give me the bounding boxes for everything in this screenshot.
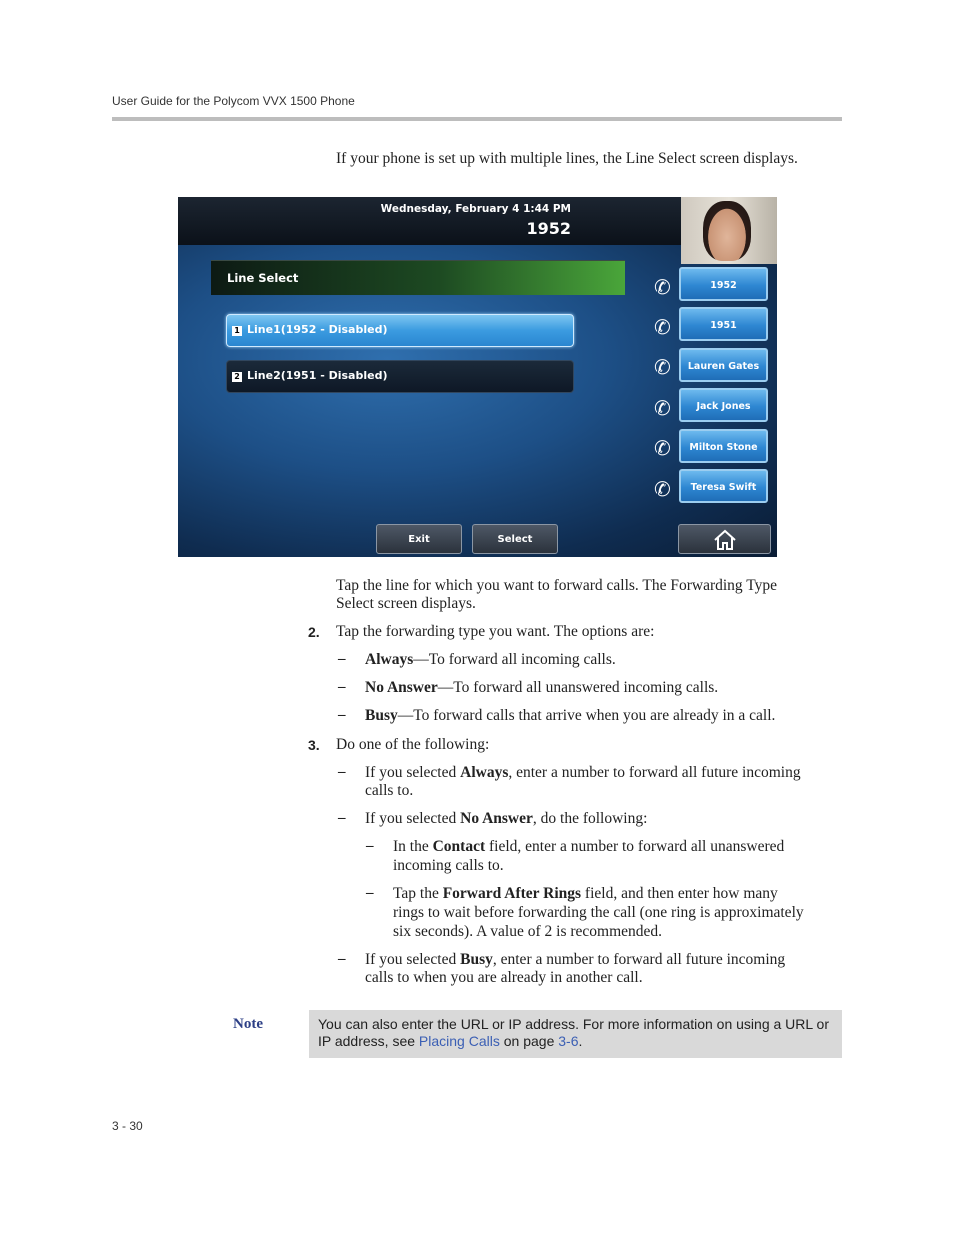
text-run: IP address, see	[318, 1033, 419, 1049]
bullet-dash: –	[338, 707, 346, 723]
text-run: If you selected	[365, 810, 461, 827]
status-bar	[178, 197, 681, 245]
text-run: field, enter a number to forward all unanswered	[485, 838, 785, 855]
option-busy	[365, 707, 775, 726]
no-answer-instruction	[365, 810, 647, 829]
home-button[interactable]	[678, 524, 771, 554]
option-desc: —To forward all unanswered incoming calls.	[437, 679, 719, 696]
line-key-1952[interactable]: 1952	[679, 267, 768, 301]
term: No Answer	[460, 810, 533, 827]
note-line-1: You can also enter the URL or IP address. For more information on using a URL or	[318, 1016, 830, 1032]
line-label: Line2(1951 - Disabled)	[247, 369, 388, 382]
line-number-badge: 1	[232, 326, 242, 336]
option-term: Busy	[365, 707, 398, 724]
bullet-dash: –	[338, 810, 346, 826]
option-desc: —To forward all incoming calls.	[413, 651, 616, 668]
step-number: 3.	[308, 737, 320, 753]
bullet-dash: –	[338, 951, 346, 967]
text-run: If you selected	[365, 951, 461, 968]
line-2-button[interactable]	[226, 360, 574, 393]
speed-dial-jack-jones[interactable]: Jack Jones	[679, 388, 768, 422]
rings-instruction	[393, 885, 778, 904]
text-run: In the	[393, 838, 433, 855]
home-icon	[713, 529, 737, 551]
term: Contact	[432, 838, 486, 855]
always-instruction-cont: calls to.	[365, 782, 414, 799]
note-label: Note	[233, 1016, 263, 1032]
placing-calls-link[interactable]: Placing Calls	[418, 1033, 500, 1049]
speed-dial-icon: ✆	[654, 355, 671, 379]
para-line-2: Select screen displays.	[336, 595, 476, 612]
term: Always	[460, 764, 509, 781]
handset-icon: ✆	[654, 275, 671, 299]
date-time: Wednesday, February 4 1:44 PM	[380, 203, 571, 215]
step-3-text: Do one of the following:	[336, 736, 490, 753]
busy-instruction-cont: calls to when you are already in another call.	[365, 969, 643, 986]
face-image	[703, 201, 751, 261]
running-header: User Guide for the Polycom VVX 1500 Phone	[112, 94, 355, 108]
select-button[interactable]: Select	[472, 524, 558, 554]
phone-screenshot	[178, 197, 777, 557]
step-2-text: Tap the forwarding type you want. The options are:	[336, 623, 655, 640]
line-key-1951[interactable]: 1951	[679, 307, 768, 341]
always-instruction	[365, 764, 801, 783]
intro-text: If your phone is set up with multiple lines, the Line Select screen displays.	[336, 150, 798, 167]
option-term: No Answer	[365, 679, 438, 696]
bullet-dash: –	[338, 679, 346, 695]
speed-dial-lauren-gates[interactable]: Lauren Gates	[679, 348, 768, 382]
screen-title: Line Select	[227, 271, 299, 285]
contact-instruction	[393, 838, 784, 857]
speed-dial-icon: ✆	[654, 436, 671, 460]
option-term: Always	[365, 651, 414, 668]
step-number: 2.	[308, 624, 320, 640]
exit-button[interactable]: Exit	[376, 524, 462, 554]
option-always	[365, 651, 616, 670]
busy-instruction	[365, 951, 785, 970]
bullet-dash: –	[338, 651, 346, 667]
text-run: , enter a number to forward all future incoming	[508, 764, 801, 781]
option-no-answer	[365, 679, 718, 698]
note-text	[318, 1016, 833, 1050]
contact-instruction-cont: incoming calls to.	[393, 857, 504, 874]
extension-number: 1952	[526, 219, 571, 238]
line-1-button[interactable]	[226, 314, 574, 347]
handset-icon: ✆	[654, 315, 671, 339]
text-run: Tap the	[393, 885, 443, 902]
bullet-dash: –	[338, 764, 346, 780]
term: Busy	[460, 951, 493, 968]
page-number: 3 - 30	[112, 1119, 143, 1133]
page-link[interactable]: 3-6	[558, 1033, 579, 1049]
contact-photo	[681, 197, 777, 264]
line-number-badge: 2	[232, 372, 242, 382]
term: Forward After Rings	[442, 885, 582, 902]
text-run: on page	[499, 1033, 559, 1049]
text-run: , do the following:	[532, 810, 648, 827]
rings-instruction-cont: rings to wait before forwarding the call (one ring is approximately	[393, 904, 804, 921]
rings-instruction-cont: six seconds). A value of 2 is recommended.	[393, 923, 663, 940]
speed-dial-teresa-swift[interactable]: Teresa Swift	[679, 469, 768, 503]
speed-dial-icon: ✆	[654, 477, 671, 501]
speed-dial-milton-stone[interactable]: Milton Stone	[679, 429, 768, 463]
para-line-1: Tap the line for which you want to forward calls. The Forwarding Type	[336, 577, 778, 594]
speed-dial-icon: ✆	[654, 396, 671, 420]
bullet-dash: –	[366, 885, 374, 901]
note-box	[309, 1010, 842, 1058]
text-run: If you selected	[365, 764, 461, 781]
option-desc: —To forward calls that arrive when you are already in a call.	[397, 707, 776, 724]
text-run: .	[578, 1033, 583, 1049]
line-select-title-bar	[211, 260, 625, 295]
header-rule	[112, 117, 842, 121]
line-label: Line1(1952 - Disabled)	[247, 323, 388, 336]
text-run: , enter a number to forward all future incoming	[492, 951, 786, 968]
text-run: field, and then enter how many	[581, 885, 778, 902]
bullet-dash: –	[366, 838, 374, 854]
